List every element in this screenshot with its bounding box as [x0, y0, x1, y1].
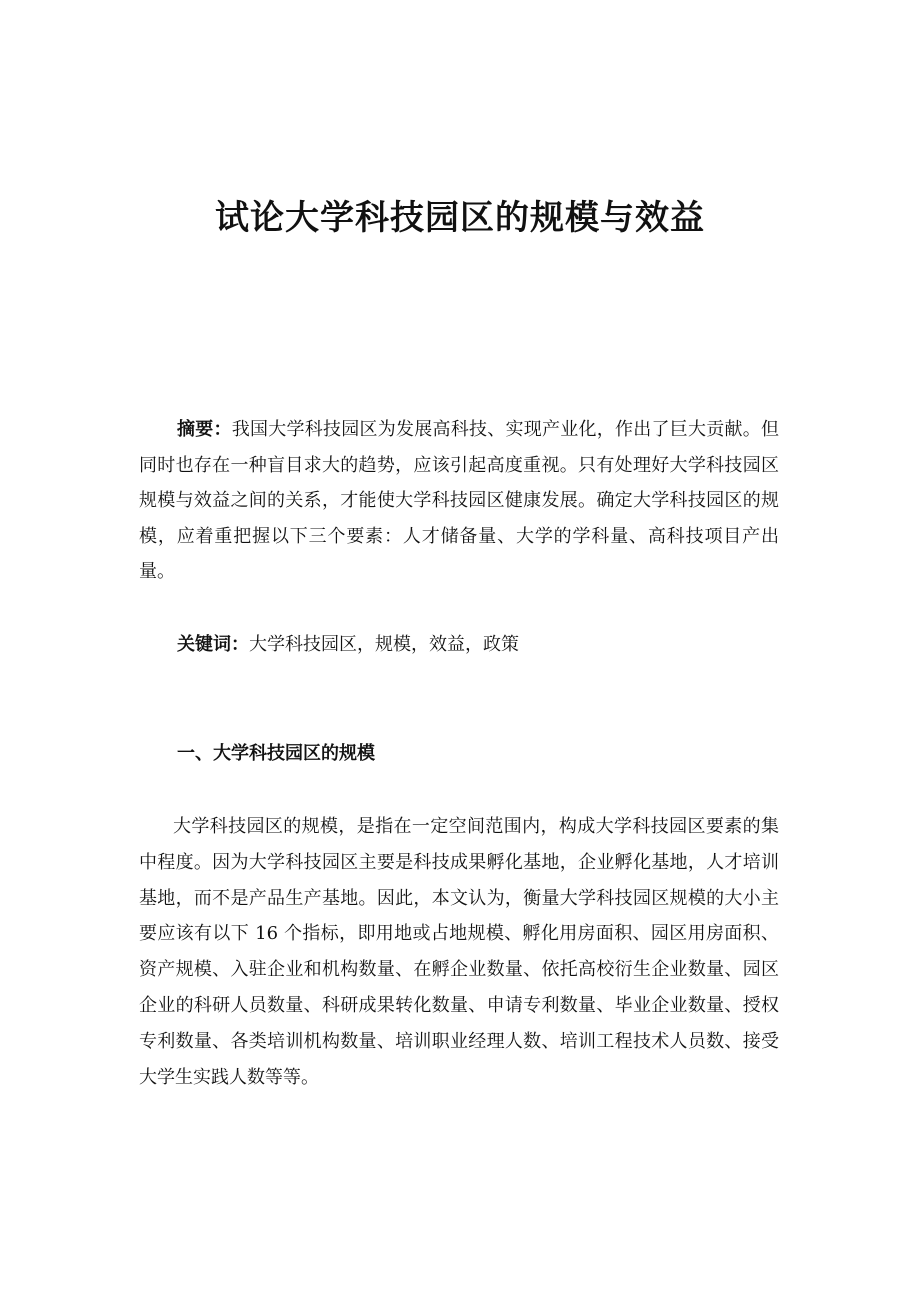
document-title: 试论大学科技园区的规模与效益	[215, 198, 705, 238]
abstract-label: 摘要：	[177, 419, 232, 440]
section-body-paragraph: 大学科技园区的规模，是指在一定空间范围内，构成大学科技园区要素的集中程度。因为大学科技园区主要是科技成果孵化基地，企业孵化基地，人才培训基地，而不是产品生产基地。因此，本文认为，衡量大学科技园区规模的大小主要应该有以下 16 个指标，即用地或占地规模、孵化用房面积、园区用房面积、资产规模、入驻企业和机构数量、在孵企业数量、依托高校衍生企业数量、园区企业的科研人员数量、科研成果转化数量、申请专利数量、毕业企业数量、授权专利数量、各类培训机构数量、培训职业经理人数、培训工程技术人员数、接受大学生实践人数等等。	[139, 816, 779, 1088]
keywords-paragraph	[139, 627, 779, 662]
keywords-label: 关键词：	[177, 634, 249, 655]
abstract-text: 我国大学科技园区为发展高科技、实现产业化，作出了巨大贡献。但同时也存在一种盲目求大的趋势，应该引起高度重视。只有处理好大学科技园区规模与效益之间的关系，才能使大学科技园区健康发展。确定大学科技园区的规模，应着重把握以下三个要素：人才储备量、大学的学科量、高科技项目产出量。	[139, 419, 779, 582]
keywords-text: 大学科技园区，规模，效益，政策	[249, 634, 519, 655]
section-heading: 一、大学科技园区的规模	[177, 743, 375, 764]
abstract-paragraph	[139, 412, 779, 590]
